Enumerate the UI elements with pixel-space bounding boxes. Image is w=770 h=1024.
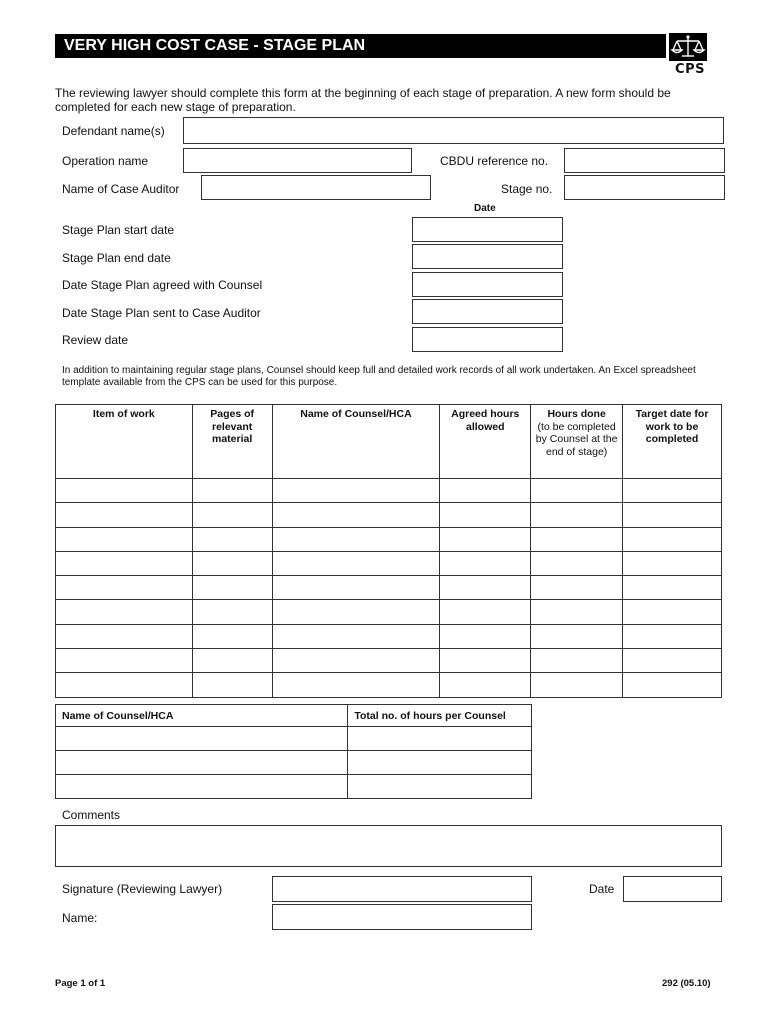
work-cell[interactable]: [440, 600, 531, 624]
work-cell[interactable]: [440, 479, 531, 503]
work-row: [56, 503, 722, 527]
cbdu-reference-field[interactable]: [564, 148, 725, 173]
counsel-hours-table: [55, 704, 532, 799]
work-cell[interactable]: [56, 600, 193, 624]
work-cell[interactable]: [623, 673, 722, 697]
operation-name-label: Operation name: [62, 154, 149, 168]
work-cell[interactable]: [272, 673, 440, 697]
work-cell[interactable]: [192, 600, 272, 624]
work-cell[interactable]: [531, 479, 623, 503]
work-cell[interactable]: [56, 673, 193, 697]
work-cell[interactable]: [56, 576, 193, 600]
work-header-hours-done: [531, 405, 623, 479]
work-cell[interactable]: [272, 649, 440, 673]
work-cell[interactable]: [192, 551, 272, 575]
work-cell[interactable]: [440, 649, 531, 673]
work-cell[interactable]: [56, 624, 193, 648]
work-cell[interactable]: [192, 673, 272, 697]
date-sent-field[interactable]: [412, 299, 563, 324]
work-cell[interactable]: [56, 649, 193, 673]
work-cell[interactable]: [440, 576, 531, 600]
work-cell[interactable]: [623, 624, 722, 648]
stage-plan-end-date-label: Stage Plan end date: [62, 251, 171, 265]
scales-of-justice-icon: [669, 33, 707, 61]
work-row: [56, 576, 722, 600]
work-cell[interactable]: [531, 673, 623, 697]
name-label: Name:: [62, 911, 98, 925]
work-cell[interactable]: [192, 576, 272, 600]
work-cell[interactable]: [272, 551, 440, 575]
work-cell[interactable]: [440, 527, 531, 551]
work-header-counsel: Name of Counsel/HCA: [272, 405, 440, 479]
work-cell[interactable]: [56, 551, 193, 575]
work-cell[interactable]: [440, 673, 531, 697]
work-cell[interactable]: [623, 551, 722, 575]
date-agreed-field[interactable]: [412, 272, 563, 297]
work-header-pages: Pages of relevant material: [192, 405, 272, 479]
signature-date-label: Date: [589, 882, 615, 896]
form-code: 292 (05.10): [662, 978, 711, 989]
comments-field[interactable]: [55, 825, 722, 867]
work-header-item: Item of work: [56, 405, 193, 479]
counsel-table-body: [56, 727, 532, 799]
cps-logo-text: CPS: [675, 62, 705, 77]
work-table-body: [56, 479, 722, 698]
work-cell[interactable]: [440, 503, 531, 527]
counsel-cell[interactable]: [348, 751, 532, 775]
operation-name-field[interactable]: [183, 148, 412, 173]
work-cell[interactable]: [192, 649, 272, 673]
work-cell[interactable]: [531, 649, 623, 673]
comments-label: Comments: [62, 808, 121, 822]
work-cell[interactable]: [272, 624, 440, 648]
work-cell[interactable]: [272, 503, 440, 527]
stage-plan-end-date-field[interactable]: [412, 244, 563, 269]
work-cell[interactable]: [440, 624, 531, 648]
work-cell[interactable]: [56, 527, 193, 551]
work-table: [55, 404, 722, 698]
work-header-agreed-hours: Agreed hours allowed: [440, 405, 531, 479]
date-sent-label: Date Stage Plan sent to Case Auditor: [62, 306, 261, 320]
defendant-names-label: Defendant name(s): [62, 124, 165, 138]
work-cell[interactable]: [192, 527, 272, 551]
date-agreed-label: Date Stage Plan agreed with Counsel: [62, 278, 263, 292]
counsel-cell[interactable]: [348, 727, 532, 751]
counsel-row: [56, 727, 532, 751]
work-cell[interactable]: [623, 576, 722, 600]
signature-field[interactable]: [272, 876, 532, 902]
work-cell[interactable]: [531, 624, 623, 648]
page-number: Page 1 of 1: [55, 978, 106, 989]
signature-date-field[interactable]: [623, 876, 722, 902]
work-cell[interactable]: [623, 649, 722, 673]
work-row: [56, 479, 722, 503]
hours-done-note: (to be completed by Counsel at the end of stage): [535, 420, 618, 458]
name-field[interactable]: [272, 904, 532, 930]
defendant-names-field[interactable]: [183, 117, 724, 144]
work-cell[interactable]: [192, 503, 272, 527]
work-cell[interactable]: [531, 576, 623, 600]
counsel-cell[interactable]: [348, 775, 532, 799]
signature-label: Signature (Reviewing Lawyer): [62, 882, 223, 896]
counsel-row: [56, 751, 532, 775]
stage-plan-start-date-label: Stage Plan start date: [62, 223, 175, 237]
work-row: [56, 649, 722, 673]
stage-no-field[interactable]: [564, 175, 725, 200]
stage-no-label: Stage no.: [501, 182, 553, 196]
form-title: VERY HIGH COST CASE - STAGE PLAN: [55, 34, 666, 58]
work-cell[interactable]: [272, 479, 440, 503]
work-row: [56, 551, 722, 575]
work-cell[interactable]: [531, 551, 623, 575]
work-cell[interactable]: [531, 503, 623, 527]
work-records-note: In addition to maintaining regular stage plans, Counsel should keep full and detailed work records of all work undertaken. An Excel spreadsheet template available from the CPS can be used for this purpose.: [62, 365, 696, 388]
stage-plan-start-date-field[interactable]: [412, 217, 563, 242]
work-cell[interactable]: [623, 600, 722, 624]
review-date-field[interactable]: [412, 327, 563, 352]
counsel-header-total: Total no. of hours per Counsel: [348, 705, 532, 727]
work-cell[interactable]: [272, 527, 440, 551]
work-cell[interactable]: [623, 527, 722, 551]
case-auditor-label: Name of Case Auditor: [62, 182, 180, 196]
counsel-cell[interactable]: [56, 751, 348, 775]
review-date-label: Review date: [62, 333, 129, 347]
counsel-header-name: Name of Counsel/HCA: [56, 705, 348, 727]
counsel-row: [56, 775, 532, 799]
work-row: [56, 600, 722, 624]
cbdu-reference-label: CBDU reference no.: [440, 154, 549, 168]
work-row: [56, 673, 722, 697]
work-cell[interactable]: [56, 479, 193, 503]
work-cell[interactable]: [623, 503, 722, 527]
work-cell[interactable]: [272, 576, 440, 600]
work-cell[interactable]: [192, 479, 272, 503]
work-cell[interactable]: [531, 527, 623, 551]
work-row: [56, 624, 722, 648]
work-cell[interactable]: [272, 600, 440, 624]
work-header-target-date: Target date for work to be completed: [623, 405, 722, 479]
hours-done-title: Hours done: [547, 408, 606, 420]
case-auditor-field[interactable]: [201, 175, 431, 200]
date-column-header: Date: [474, 203, 496, 214]
work-cell[interactable]: [192, 624, 272, 648]
work-row: [56, 527, 722, 551]
intro-text: The reviewing lawyer should complete this form at the beginning of each stage of preparation. A new form should be completed for each new stage of preparation.: [55, 86, 671, 114]
work-cell[interactable]: [440, 551, 531, 575]
counsel-cell[interactable]: [56, 727, 348, 751]
work-cell[interactable]: [531, 600, 623, 624]
work-cell[interactable]: [623, 479, 722, 503]
work-cell[interactable]: [56, 503, 193, 527]
counsel-cell[interactable]: [56, 775, 348, 799]
